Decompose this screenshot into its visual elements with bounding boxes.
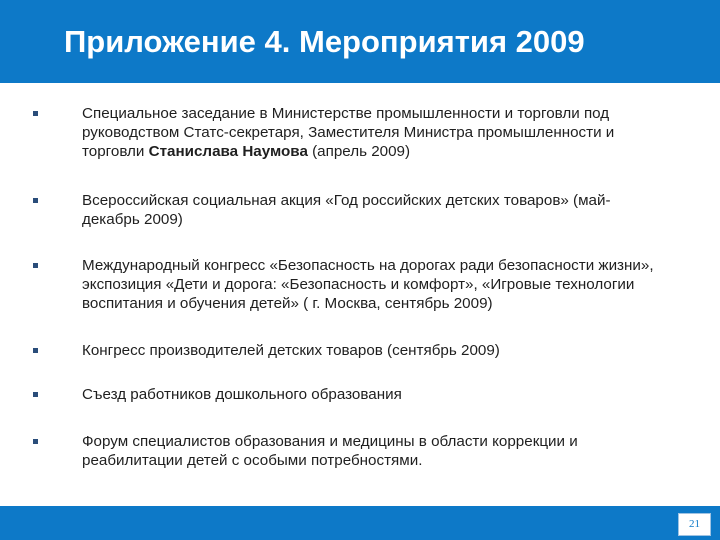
text-line: Форум специалистов образования и медицины в области коррекции и	[82, 433, 578, 450]
square-bullet-icon	[33, 111, 38, 116]
text-line: экспозиция «Дети и дорога: «Безопасность и комфорт», «Игровые технологии	[82, 276, 635, 293]
text-line: Специальное заседание в Министерстве промышленности и торговли под	[82, 105, 610, 122]
text-line: руководством Статс-секретаря, Заместителя Министра промышленности и	[82, 124, 615, 141]
square-bullet-icon	[33, 263, 38, 268]
text-line	[82, 142, 702, 161]
slide-title: Приложение 4. Мероприятия 2009	[64, 24, 585, 59]
list-item-text	[82, 385, 702, 404]
text-line: реабилитации детей с особыми потребностями.	[82, 452, 423, 469]
square-bullet-icon	[33, 348, 38, 353]
text-line: Съезд работников дошкольного образования	[82, 386, 402, 403]
square-bullet-icon	[33, 198, 38, 203]
text-fragment: (апрель 2009)	[307, 143, 411, 160]
footer-bar	[0, 506, 720, 540]
list-item-text	[82, 104, 702, 161]
person-name: Станислава Наумова	[148, 143, 308, 160]
list-item-text	[82, 191, 702, 229]
text-line: Международный конгресс «Безопасность на дорогах ради безопасности жизни»,	[82, 257, 654, 274]
text-line: Конгресс производителей детских товаров (сентябрь 2009)	[82, 342, 500, 359]
text-fragment: торговли	[82, 143, 149, 160]
text-line: декабрь 2009)	[82, 211, 183, 228]
list-item-text	[82, 341, 702, 360]
text-line: Всероссийская социальная акция «Год российских детских товаров» (май-	[82, 192, 611, 209]
title-bar	[0, 0, 720, 83]
square-bullet-icon	[33, 392, 38, 397]
text-line: воспитания и обучения детей» ( г. Москва, сентябрь 2009)	[82, 295, 493, 312]
list-item-text	[82, 256, 702, 313]
square-bullet-icon	[33, 439, 38, 444]
page-number: 21	[678, 513, 711, 536]
list-item-text	[82, 432, 702, 470]
